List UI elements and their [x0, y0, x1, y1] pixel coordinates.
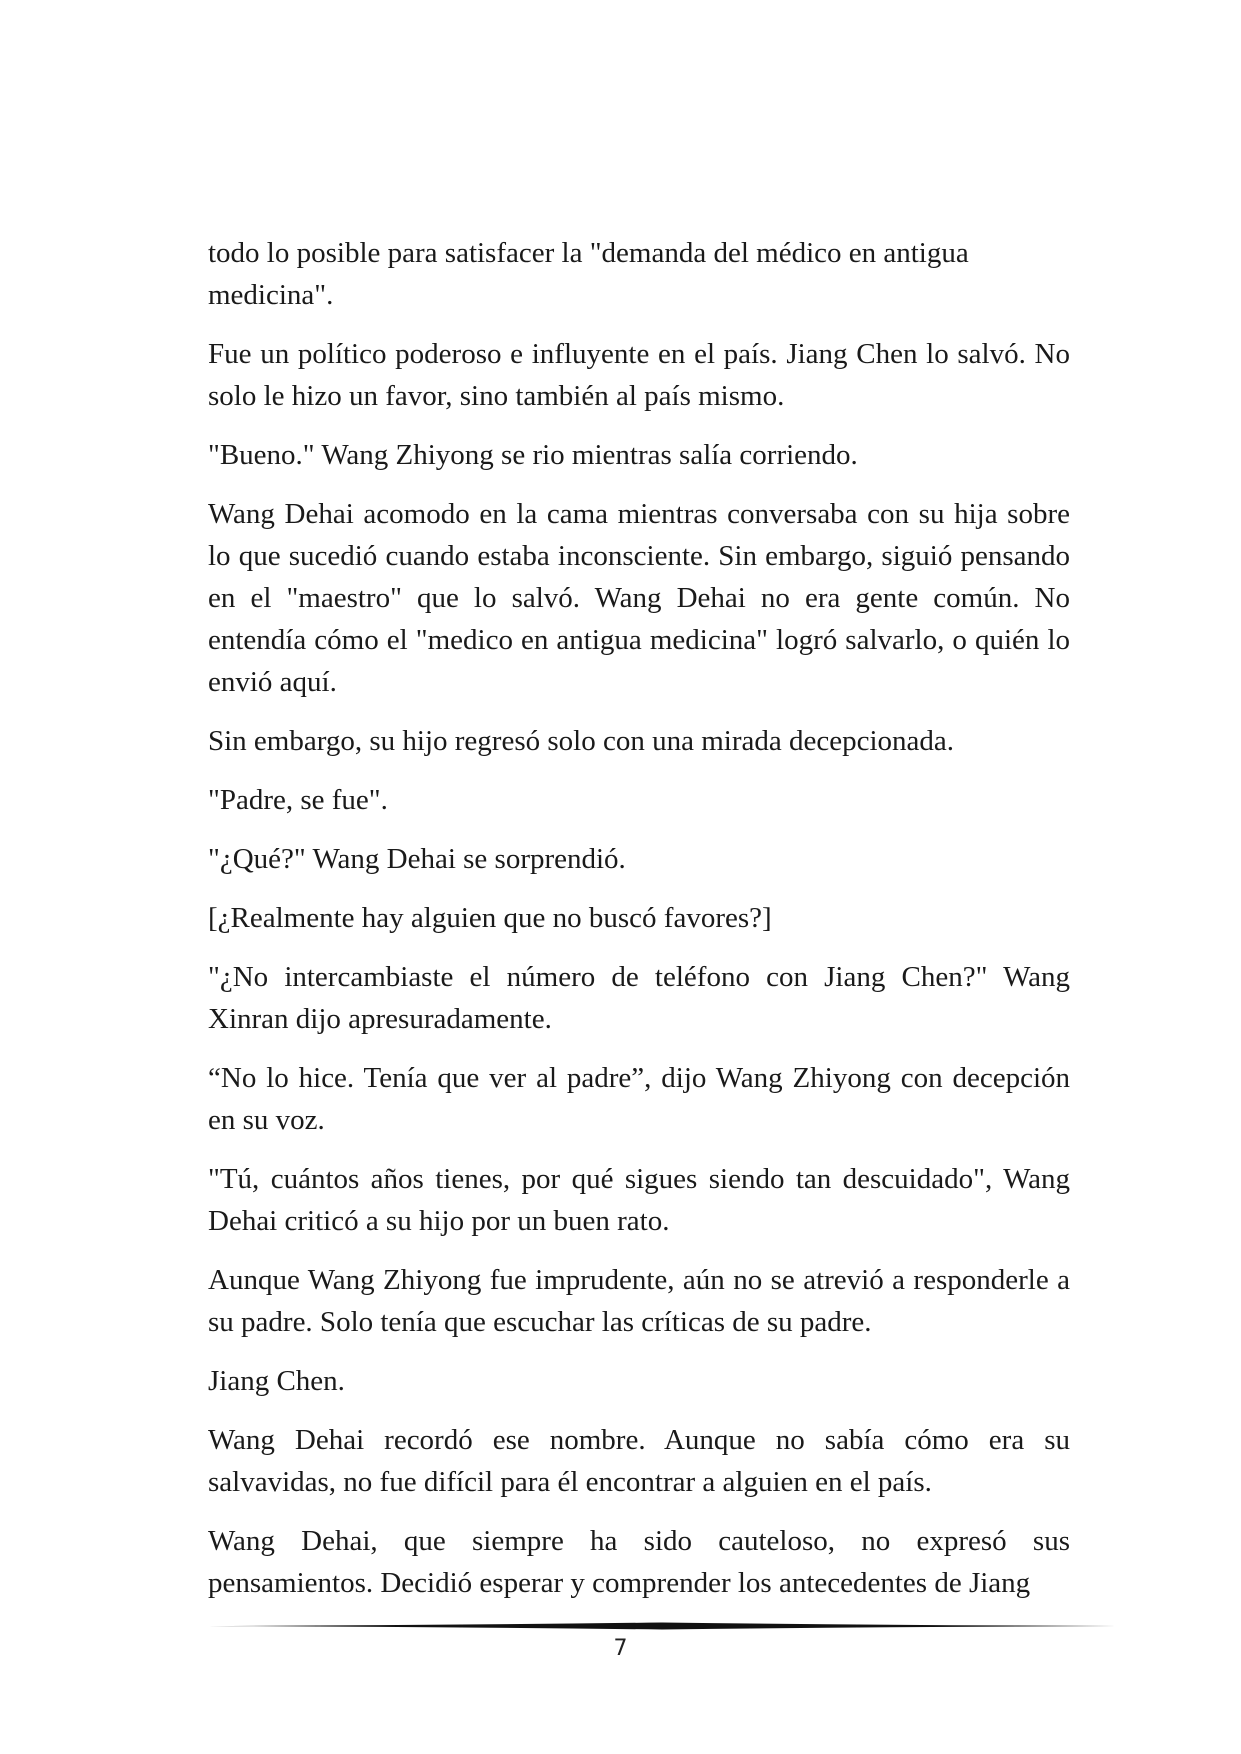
- paragraph: "Bueno." Wang Zhiyong se rio mientras salía corriendo.: [208, 439, 858, 471]
- paragraph: "¿Qué?" Wang Dehai se sorprendió.: [208, 843, 626, 875]
- paragraph: Aunque Wang Zhiyong fue imprudente, aún no se atrevió a responderle a su padre. Solo tenía que escuchar las críticas de su padre.: [208, 1264, 1070, 1338]
- paragraph: todo lo posible para satisfacer la "demanda del médico en antigua medicina".: [208, 237, 969, 311]
- footer-divider: [208, 1620, 1116, 1632]
- paragraph: Sin embargo, su hijo regresó solo con una mirada decepcionada.: [208, 725, 954, 757]
- paragraph: Jiang Chen.: [208, 1365, 345, 1397]
- paragraph: Fue un político poderoso e influyente en el país. Jiang Chen lo salvó. No solo le hizo un favor, sino también al país mismo.: [208, 338, 1070, 412]
- paragraph: [¿Realmente hay alguien que no buscó favores?]: [208, 902, 772, 934]
- paragraph: "Padre, se fue".: [208, 784, 388, 816]
- paragraph: "¿No intercambiaste el número de teléfono con Jiang Chen?" Wang Xinran dijo apresuradamente.: [208, 961, 1070, 1035]
- paragraph: Wang Dehai acomodo en la cama mientras conversaba con su hija sobre lo que sucedió cuando estaba inconsciente. Sin embargo, siguió pensando en el "maestro" que lo salvó. Wang Dehai no era gente común. No entendía cómo el "medico en antigua medicina" logró salvarlo, o quién lo envió aquí.: [208, 498, 1070, 698]
- paragraph: Wang Dehai, que siempre ha sido cauteloso, no expresó sus pensamientos. Decidió esperar y comprender los antecedentes de Jiang: [208, 1525, 1070, 1599]
- paragraph: "Tú, cuántos años tienes, por qué sigues siendo tan descuidado", Wang Dehai criticó a su hijo por un buen rato.: [208, 1163, 1070, 1237]
- body-text: [208, 232, 1070, 1621]
- page-number: 7: [613, 1636, 628, 1661]
- paragraph: Wang Dehai recordó ese nombre. Aunque no sabía cómo era su salvavidas, no fue difícil para él encontrar a alguien en el país.: [208, 1424, 1070, 1498]
- paragraph: “No lo hice. Tenía que ver al padre”, dijo Wang Zhiyong con decepción en su voz.: [208, 1062, 1070, 1136]
